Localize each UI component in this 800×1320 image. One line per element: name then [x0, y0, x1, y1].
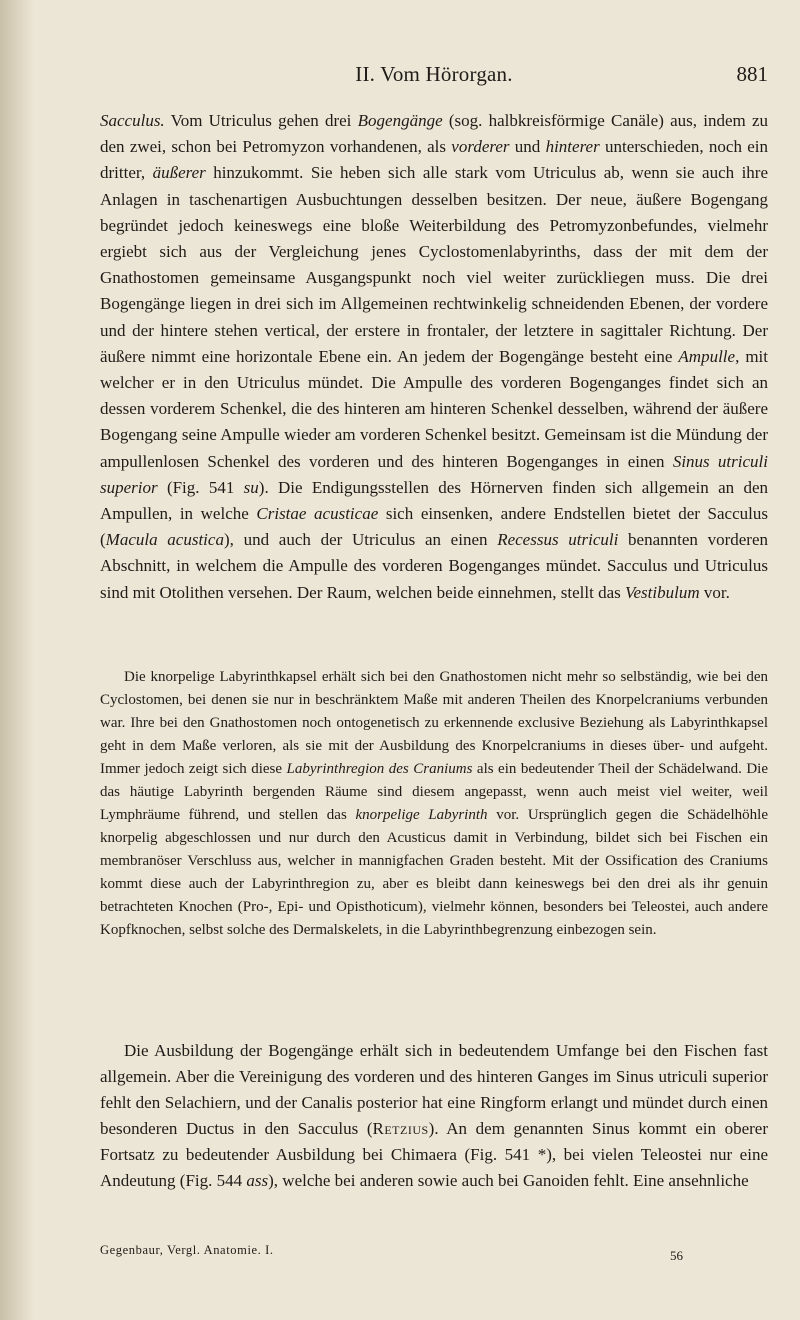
text-run: (sog. halbkreisförmige Canäle) aus, indem zu den zwei, schon bei Petromyzon vorhandenen, als	[100, 111, 769, 157]
italic-run: Sinus utriculi superior	[100, 451, 768, 497]
paragraph-sacculus	[100, 108, 768, 606]
page-number: 881	[736, 62, 768, 86]
paragraph-1-text	[100, 108, 768, 606]
italic-run: vorderer	[451, 137, 510, 157]
text-run: Die Ausbildung der Bogengänge erhält sich in bedeutendem Umfange bei den Fischen fast allgemein. Aber die Vereinigung des vorderen und des hinteren Ganges im Sinus utriculi superior fehlt den Selachiern, und der Canalis posterior hat eine Ringform erlangt und mündet durch einen besonderen Ductus in den Sacculus (	[100, 1041, 768, 1138]
paragraph-bogengaenge	[100, 1038, 768, 1194]
italic-run: su	[243, 477, 259, 497]
italic-run: Vestibulum	[624, 582, 700, 602]
italic-run: äußerer	[152, 163, 206, 183]
italic-run: knorpelige Labyrinth	[355, 807, 488, 823]
italic-run: hinterer	[545, 137, 600, 157]
italic-run: Bogengänge	[357, 111, 443, 130]
italic-run: Ampulle	[678, 346, 736, 366]
italic-run: Recessus utriculi	[497, 530, 619, 550]
text-run: ). Die Endigungsstellen des Hörnerven finden sich allgemein an den Ampullen, in welche	[100, 477, 768, 524]
text-run: sich einsenken, andere Endstellen bietet der Sacculus (	[100, 504, 768, 550]
text-run: als ein bedeutender Theil der Schädelwand. Die das häutige Labyrinth bergenden Räume sind diesem angepasst, wenn auch meist viel weiter, weil Lymphräume führend, und stellen das	[100, 761, 769, 823]
signature-line: Gegenbaur, Vergl. Anatomie. I.	[100, 1243, 274, 1257]
paragraph-2-text	[100, 666, 768, 942]
paragraph-labyrinth-capsule	[100, 666, 768, 942]
italic-run: Labyrinthregion des Craniums	[286, 761, 473, 777]
small-caps-run: Retzius	[372, 1119, 429, 1138]
text-run: ), und auch der Utriculus an einen	[223, 530, 498, 550]
italic-run: Sacculus.	[100, 111, 165, 130]
text-run: und	[509, 137, 546, 157]
italic-run: Cristae acusticae	[256, 504, 379, 524]
page-footer	[100, 1243, 768, 1265]
sheet-number: 56	[670, 1248, 683, 1263]
italic-run: Macula acustica	[105, 530, 224, 550]
text-run: ). An dem genannten Sinus kommt ein oberer Fortsatz zu bedeutender Ausbildung bei Chimaera (Fig. 541 *), bei vielen Teleostei nur eine Andeutung (Fig. 544	[100, 1119, 768, 1190]
text-run: Die knorpelige Labyrinthkapsel erhält sich bei den Gnathostomen nicht mehr so selbständig, wie bei den Cyclostomen, bei denen sie nur in beschränktem Maße mit anderen Theilen des Knorpelcraniums verbunden war. Ihre bei den Gnathostomen noch ontogenetisch zu erkennende exclusive Beziehung als Labyrinthkapsel geht in dem Maße verloren, als sie mit der Ausbildung des Knorpelcraniums in dieses über- und aufgeht. Immer jedoch zeigt sich diese	[100, 669, 768, 777]
running-title: II. Vom Hörorgan.	[355, 62, 513, 86]
running-header	[100, 62, 768, 92]
text-run: hinzukommt. Sie heben sich alle stark vom Utriculus ab, wenn sie auch ihre Anlagen in taschenartigen Ausbuchtungen desselben besitzen. Der neue, äußere Bogengang begründet jedoch keineswegs eine bloße Weiterbildung des Petromyzonbefundes, vielmehr ergiebt sich aus der Vergleichung jenes Cyclostomenlabyrinths, dass der mit dem der Gnathostomen gemeinsame Ausgangspunkt noch viel weiter zurückliegen muss. Die drei Bogengänge liegen in drei sich im Allgemeinen rechtwinkelig schneidenden Ebenen, der vordere und der hintere stehen vertical, der erstere in frontaler, der letztere in sagittaler Richtung. Der äußere nimmt eine horizontale Ebene ein. An jedem der Bogengänge besteht eine	[100, 163, 769, 366]
italic-run: ass	[246, 1171, 269, 1190]
text-run: , mit welcher er in den Utriculus mündet. Die Ampulle des vorderen Bogenganges findet sich an dessen vorderem Schenkel, die des hinteren am hinteren Schenkel desselben, während der äußere Bogengang seine Ampulle wieder am vorderen Schenkel besitzt. Gemeinsam ist die Mündung der ampullenlosen Schenkel des vorderen und des hinteren Bogenganges in einen	[100, 346, 768, 471]
text-run: ), welche bei anderen sowie auch bei Ganoiden fehlt. Eine ansehnliche	[268, 1171, 749, 1190]
text-run: benannten vorderen Abschnitt, in welchem die Ampulle des vorderen Bogenganges mündet. Sacculus und Utriculus sind mit Otolithen versehen. Der Raum, welchen beide einnehmen, stellt das	[100, 530, 768, 602]
page-edge-shadow	[0, 0, 34, 1320]
paragraph-3-text	[100, 1038, 768, 1194]
text-run: vor.	[699, 582, 730, 602]
text-run: unterschieden, noch ein dritter,	[100, 137, 769, 183]
text-run: Vom Utriculus gehen drei	[164, 111, 358, 130]
text-run: (Fig. 541	[157, 477, 244, 497]
text-run: vor. Ursprünglich gegen die Schädelhöhle knorpelig abgeschlossen und nur durch den Acusticus damit in Verbindung, bildet sich bei Fischen ein membranöser Verschluss aus, welcher in mannigfachen Graden besteht. Mit der Ossification des Craniums kommt diese auch der Labyrinthregion zu, aber es bleibt dann keineswegs bei den drei als ihr genuin betrachteten Knochen (Pro-, Epi- und Opisthoticum), vielmehr können, besonders bei Teleostei, auch andere Kopfknochen, selbst solche des Dermalskelets, in die Labyrinthbegrenzung einbezogen sein.	[100, 807, 768, 938]
